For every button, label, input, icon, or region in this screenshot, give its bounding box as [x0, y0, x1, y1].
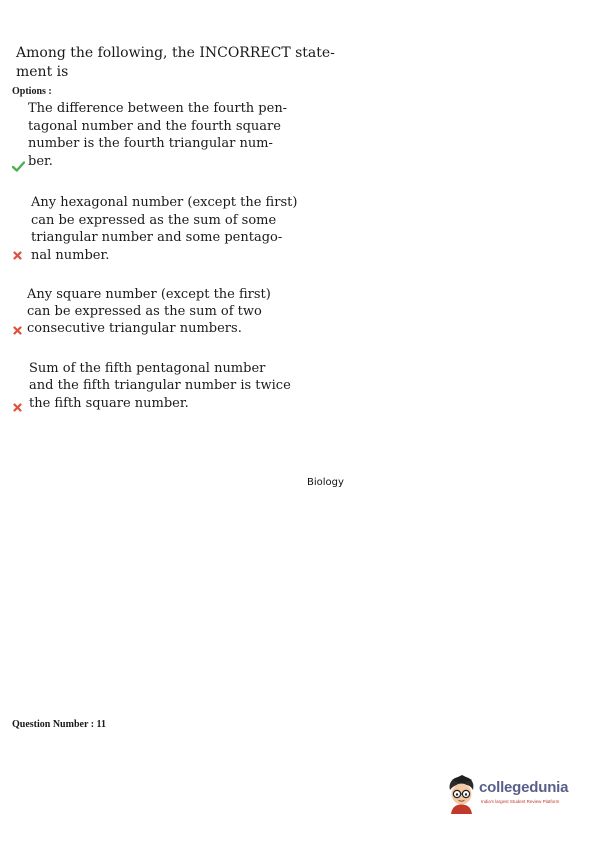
option-3[interactable]: [0, 286, 300, 340]
subject-label: Biology: [307, 477, 344, 488]
option-2[interactable]: [0, 194, 300, 266]
option-2-line-4: nal number.: [31, 248, 110, 263]
cross-icon: [13, 326, 22, 335]
option-3-line-1: Any square number (except the first): [27, 287, 271, 302]
question-number: Question Number : 11: [12, 719, 106, 730]
option-2-line-2: can be expressed as the sum of some: [31, 213, 277, 228]
option-3-line-3: consecutive triangular numbers.: [27, 321, 242, 336]
cross-icon: [13, 251, 22, 260]
option-1[interactable]: [0, 100, 300, 172]
option-1-line-2: tagonal number and the fourth square: [28, 119, 281, 134]
option-2-line-1: Any hexagonal number (except the first): [31, 195, 298, 210]
option-2-line-3: triangular number and some pentago-: [31, 230, 283, 245]
option-1-line-3: number is the fourth triangular num-: [28, 136, 273, 151]
cross-icon: [13, 403, 22, 412]
question-text-line-1: Among the following, the INCORRECT state-: [16, 45, 335, 61]
option-4[interactable]: [0, 360, 300, 414]
option-3-line-2: can be expressed as the sum of two: [27, 304, 262, 319]
option-4-line-3: the fifth square number.: [29, 396, 189, 411]
options-label: Options :: [12, 86, 52, 97]
collegedunia-logo: [444, 772, 578, 816]
check-icon: [12, 161, 25, 172]
brand-name: collegedunia: [479, 779, 569, 796]
option-1-line-1: The difference between the fourth pen-: [28, 101, 288, 116]
question-text-line-2: ment is: [16, 64, 69, 80]
mascot-icon: [444, 774, 478, 814]
option-4-line-2: and the fifth triangular number is twice: [29, 378, 291, 393]
option-1-line-4: ber.: [28, 154, 53, 169]
option-4-line-1: Sum of the fifth pentagonal number: [29, 361, 266, 376]
brand-tagline: India's largest Student Review Platform: [481, 799, 560, 804]
